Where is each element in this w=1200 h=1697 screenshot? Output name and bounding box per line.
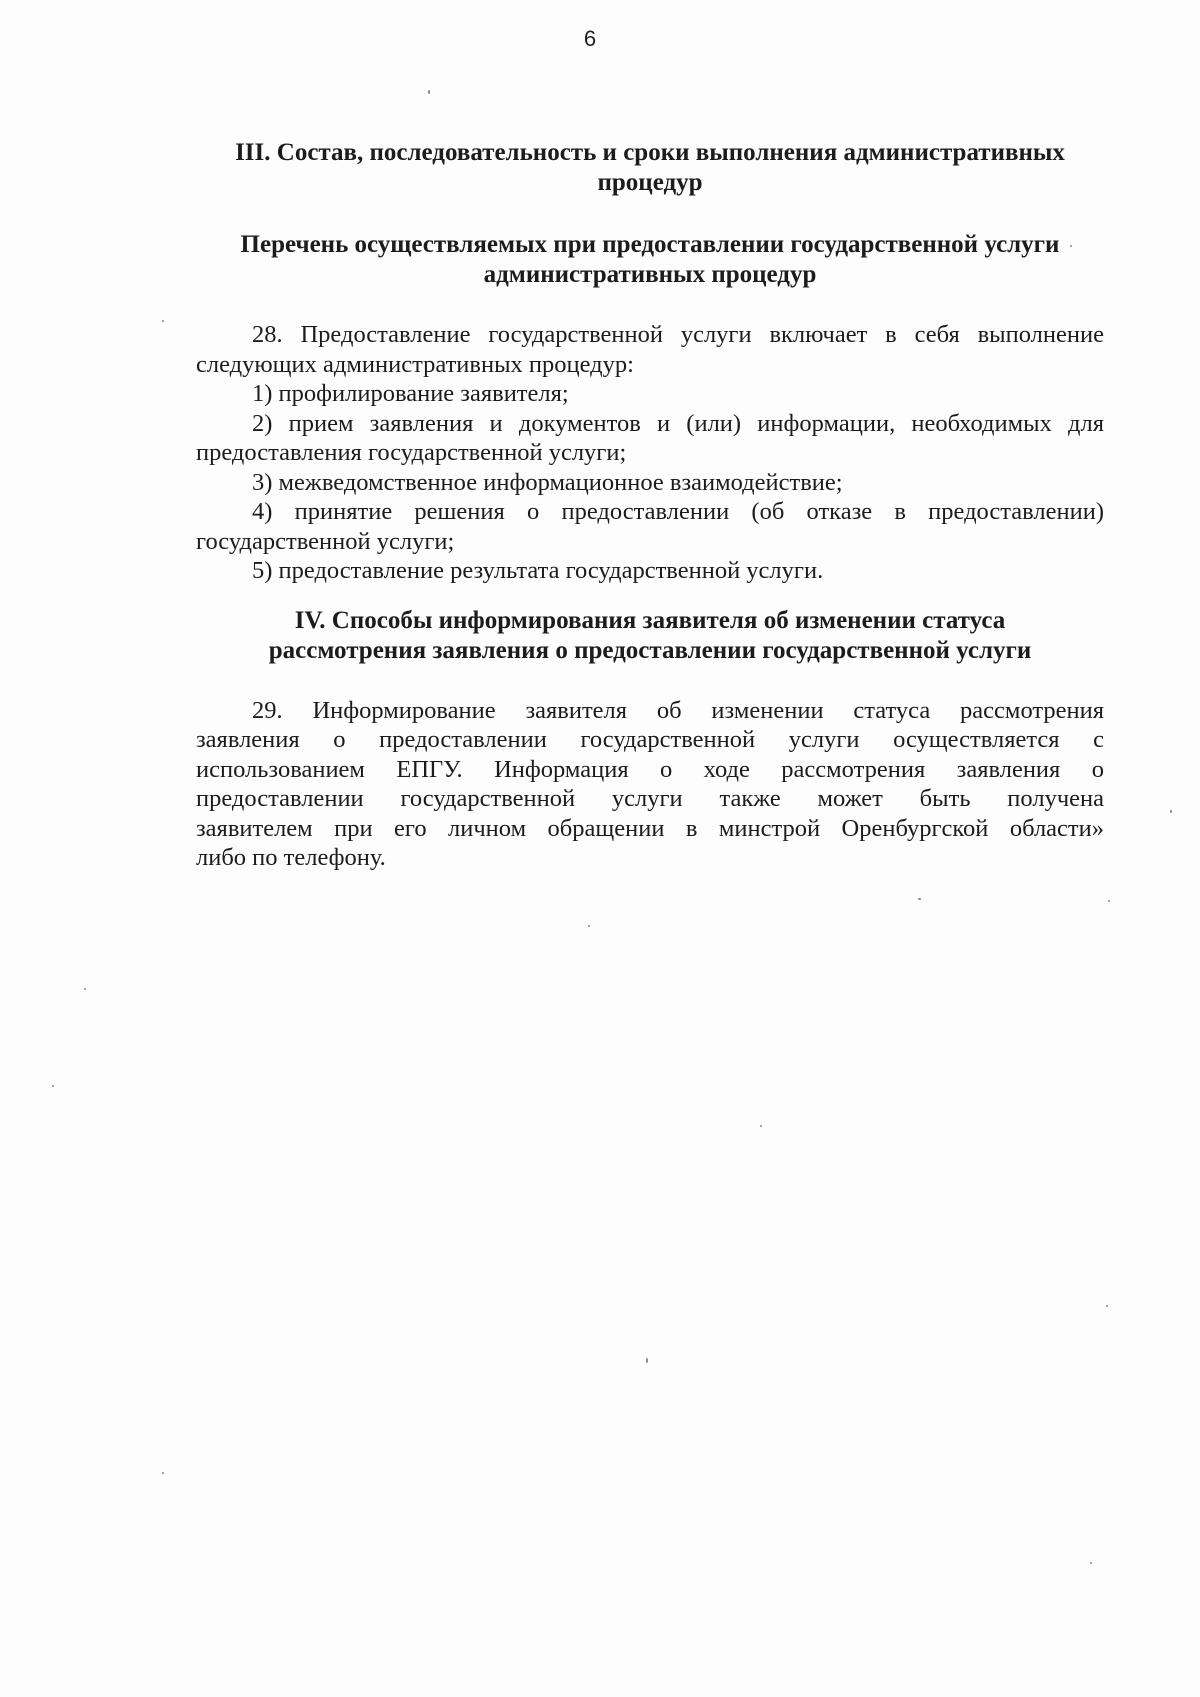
procedure-item-2-line-1: 2) прием заявления и документов и (или) информации, необходимых для (252, 409, 1104, 437)
scan-speck (646, 1358, 648, 1363)
section-4-heading (196, 606, 1104, 666)
procedures-list-subheading (196, 230, 1104, 290)
scan-speck (1108, 900, 1110, 902)
scan-speck (162, 1472, 164, 1474)
scan-speck (52, 1085, 54, 1087)
subheading-line-2: административных процедур (483, 261, 817, 288)
page-number: 6 (583, 26, 597, 51)
scan-speck (162, 320, 164, 322)
subheading-line-1: Перечень осуществляемых при предоставлении государственной услуги (240, 231, 1060, 258)
paragraph-28-line-1: 28. Предоставление государственной услуги включает в себя выполнение (252, 321, 1104, 348)
procedure-item-3 (196, 468, 1104, 498)
paragraph-28-line-2: следующих административных процедур: (196, 350, 634, 378)
paragraph-29-line-2: заявления о предоставлении государственной услуги осуществляется с (196, 726, 1104, 753)
scan-speck (918, 898, 921, 900)
section-4-heading-line-1: IV. Способы информирования заявителя об изменении статуса (294, 606, 1006, 634)
paragraph-28 (196, 320, 1104, 379)
document-content (196, 138, 1104, 873)
procedure-item-2-line-2: предоставления государственной услуги; (196, 439, 627, 466)
section-3-heading (196, 138, 1104, 198)
paragraph-29-line-1: 29. Информирование заявителя об изменении статуса рассмотрения (252, 696, 1104, 724)
paragraph-29 (196, 696, 1104, 873)
procedure-item-5 (196, 556, 1104, 586)
paragraph-29-line-4: предоставлении государственной услуги также может быть получена (196, 785, 1104, 812)
procedure-item-1-text: 1) профилирование заявителя; (252, 380, 569, 407)
procedure-item-4-line-1: 4) принятие решения о предоставлении (об отказе в предоставлении) (252, 498, 1104, 525)
procedure-item-5-text: 5) предоставление результата государственной услуги. (252, 557, 824, 584)
scan-speck (1170, 810, 1172, 813)
procedure-item-3-text: 3) межведомственное информационное взаимодействие; (252, 468, 843, 496)
procedure-item-4 (196, 497, 1104, 556)
scan-speck (1090, 1562, 1092, 1564)
section-4-heading-line-2: рассмотрения заявления о предоставлении государственной услуги (268, 636, 1032, 664)
procedure-item-4-line-2: государственной услуги; (196, 527, 455, 555)
paragraph-29-line-3: использованием ЕПГУ. Информация о ходе рассмотрения заявления о (196, 755, 1104, 783)
scan-speck (1106, 1305, 1108, 1307)
scan-speck (760, 1125, 762, 1127)
paragraph-29-line-6: либо по телефону. (196, 844, 386, 871)
section-3-heading-line-2: процедур (597, 169, 703, 196)
paragraph-29-line-5: заявителем при его личном обращении в минстрой Оренбургской области» (196, 814, 1104, 842)
scan-speck (588, 925, 590, 927)
procedure-item-2 (196, 409, 1104, 468)
procedure-item-1 (196, 379, 1104, 409)
scan-speck (428, 90, 430, 94)
scan-speck (84, 988, 86, 990)
scan-speck (1070, 245, 1072, 247)
section-3-heading-line-1: III. Состав, последовательность и сроки выполнения административных (235, 139, 1065, 166)
